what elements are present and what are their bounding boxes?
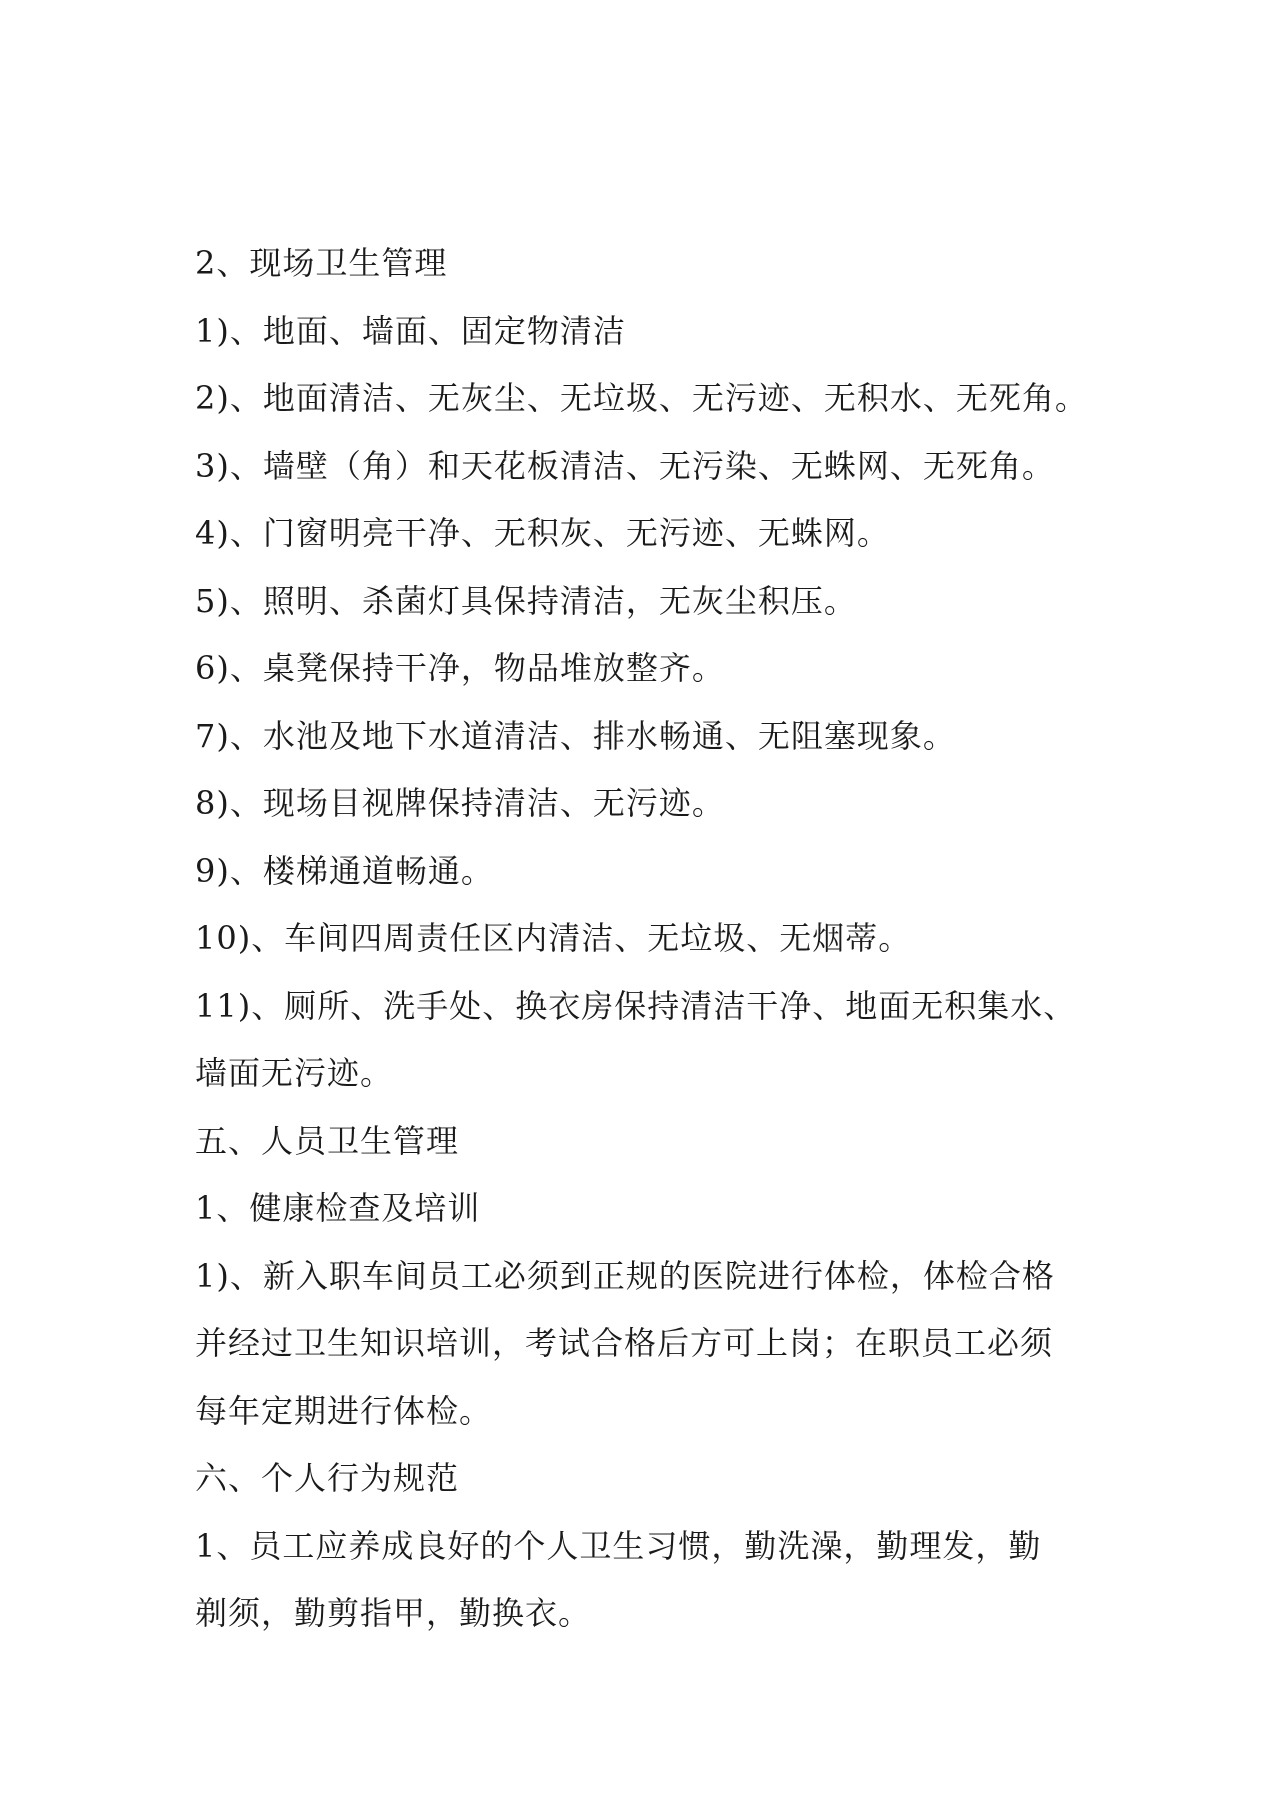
paragraph-line: 剃须，勤剪指甲，勤换衣。	[195, 1594, 592, 1632]
section-heading-site-hygiene: 2、现场卫生管理	[195, 244, 448, 282]
list-item: 4)、门窗明亮干净、无积灰、无污迹、无蛛网。	[195, 514, 890, 552]
list-item: 7)、水池及地下水道清洁、排水畅通、无阻塞现象。	[195, 716, 956, 755]
list-item: 10)、车间四周责任区内清洁、无垃圾、无烟蒂。	[195, 919, 912, 957]
section-heading-personnel-hygiene: 五、人员卫生管理	[195, 1121, 460, 1160]
list-item: 2)、地面清洁、无灰尘、无垃圾、无污迹、无积水、无死角。	[195, 379, 1088, 417]
subsection-heading-health-check: 1、健康检查及培训	[195, 1189, 481, 1227]
paragraph-line: 1)、新入职车间员工必须到正规的医院进行体检，体检合格	[195, 1256, 1055, 1295]
document-body	[195, 230, 1095, 1648]
list-item: 1)、地面、墙面、固定物清洁	[195, 311, 626, 350]
paragraph-line: 每年定期进行体检。	[195, 1391, 493, 1430]
list-item: 6)、桌凳保持干净，物品堆放整齐。	[195, 649, 725, 687]
list-item: 9)、楼梯通道畅通。	[195, 851, 494, 890]
paragraph-line: 1、员工应养成良好的个人卫生习惯，勤洗澡，勤理发，勤	[195, 1526, 1042, 1565]
list-item-continuation: 墙面无污迹。	[195, 1054, 394, 1092]
list-item: 11)、厕所、洗手处、换衣房保持清洁干净、地面无积集水、	[195, 986, 1077, 1025]
list-item: 8)、现场目视牌保持清洁、无污迹。	[195, 784, 725, 822]
list-item: 3)、墙壁（角）和天花板清洁、无污染、无蛛网、无死角。	[195, 446, 1055, 485]
list-item: 5)、照明、杀菌灯具保持清洁，无灰尘积压。	[195, 581, 857, 620]
section-heading-personal-conduct: 六、个人行为规范	[195, 1459, 460, 1497]
paragraph-line: 并经过卫生知识培训，考试合格后方可上岗；在职员工必须	[195, 1324, 1054, 1362]
